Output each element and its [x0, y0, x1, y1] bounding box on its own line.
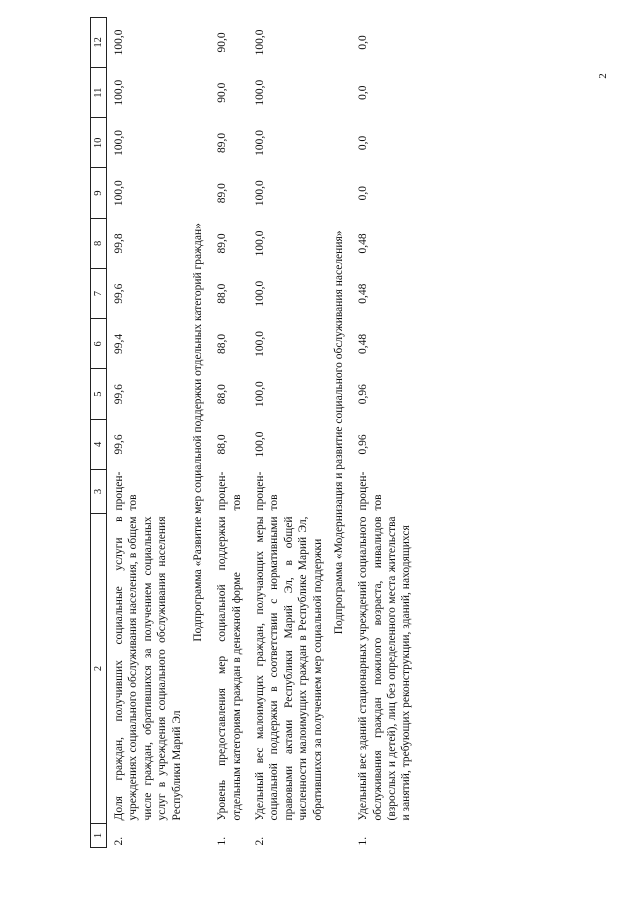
value-cell: 0,96: [357, 434, 370, 455]
header-cell: 5: [91, 369, 107, 419]
value-cell: 100,0: [254, 381, 266, 408]
value-cell: 100,0: [254, 129, 266, 156]
value-cell: 88,0: [216, 384, 229, 405]
value-cell: 100,0: [254, 431, 266, 458]
indicator-description: Удельный вес зданий стационарных учреждений социального обслуживания граждан пожилого возраста, инвалидов (взрослых и детей), лиц без определенного места жительства и занятий, требующих реконструкции, зданий, находящихся: [357, 516, 413, 821]
value-cell: 100,0: [254, 280, 266, 307]
value-cell: 99,4: [113, 333, 125, 354]
header-cell: 6: [91, 319, 107, 369]
indicator-row: [248, 17, 329, 847]
unit-cell: процен-тов: [216, 471, 243, 511]
row-number: 2.: [113, 836, 125, 846]
value-cell: 99,6: [113, 283, 125, 304]
value-cell: 100,0: [254, 180, 266, 207]
header-cell: 7: [91, 269, 107, 319]
indicator-description: Уровень предоставления мер социальной поддержки отдельным категориям граждан в денежной форме: [216, 516, 243, 821]
value-cell: 0,0: [357, 35, 370, 50]
subprogram-title-row: [329, 17, 351, 847]
indicator-row: [351, 17, 418, 847]
value-cell: 0,48: [357, 333, 370, 354]
unit-cell: процен-тов: [254, 471, 281, 511]
value-cell: 88,0: [216, 283, 229, 304]
value-cell: 0,48: [357, 233, 370, 254]
value-cell: 100,0: [113, 129, 125, 156]
indicator-description: Доля граждан, получивших социальные услуги в учреждениях социального обслуживания населения, в общем числе граждан, обратившихся за получением социальных услуг в учреждения социального обслуживания населения Республики Марий Эл: [113, 516, 183, 821]
header-cell: 4: [91, 419, 107, 469]
value-cell: 100,0: [254, 29, 266, 56]
value-cell: 100,0: [254, 79, 266, 106]
value-cell: 100,0: [254, 230, 266, 257]
unit-cell: процен-тов: [113, 471, 140, 511]
row-number: 1.: [357, 836, 370, 846]
header-cell: 8: [91, 218, 107, 268]
value-cell: 90,0: [216, 32, 229, 53]
value-cell: 99,6: [113, 384, 125, 405]
value-cell: 88,0: [216, 333, 229, 354]
header-cell: 12: [91, 17, 107, 67]
page-number: 2: [596, 73, 609, 79]
unit-cell: процен-тов: [357, 471, 384, 511]
value-cell: 88,0: [216, 434, 229, 455]
value-cell: 100,0: [113, 29, 125, 56]
value-cell: 99,6: [113, 434, 125, 455]
value-cell: 0,48: [357, 283, 370, 304]
value-cell: 89,0: [216, 183, 229, 204]
subprogram-title: Подпрограмма «Модернизация и развитие социального обслуживания населения»: [332, 230, 345, 635]
header-cell: 1: [91, 824, 107, 848]
value-cell: 0,0: [357, 85, 370, 100]
value-cell: 0,0: [357, 135, 370, 151]
subprogram-title: Подпрограмма «Развитие мер социальной поддержки отдельных категорий граждан»: [191, 223, 204, 642]
value-cell: 90,0: [216, 82, 229, 103]
subprogram-title-row: [188, 17, 210, 847]
value-cell: 99,8: [113, 233, 125, 254]
header-cell: 10: [91, 118, 107, 168]
rotated-table-container: [90, 29, 624, 848]
header-cell: 2: [91, 514, 107, 824]
value-cell: 0,96: [357, 384, 370, 405]
row-number: 2.: [254, 836, 266, 846]
row-number: 1.: [216, 836, 229, 846]
value-cell: 100,0: [113, 79, 125, 106]
indicator-row: [107, 17, 188, 847]
indicator-row: [210, 17, 248, 847]
header-row: [91, 17, 107, 847]
value-cell: 89,0: [216, 233, 229, 254]
indicators-table: [90, 17, 418, 848]
header-cell: 9: [91, 168, 107, 218]
indicator-description: Удельный вес малоимущих граждан, получающих меры социальной поддержки в соответствии с нормативными правовыми актами Республики Марий Эл, в общей численности малоимущих граждан в Республике Марий Эл, обратившихся за получением мер социальной поддержки: [254, 516, 324, 821]
header-cell: 11: [91, 68, 107, 118]
value-cell: 0,0: [357, 185, 370, 201]
header-cell: 3: [91, 470, 107, 514]
value-cell: 89,0: [216, 132, 229, 153]
value-cell: 100,0: [254, 330, 266, 357]
value-cell: 100,0: [113, 180, 125, 207]
